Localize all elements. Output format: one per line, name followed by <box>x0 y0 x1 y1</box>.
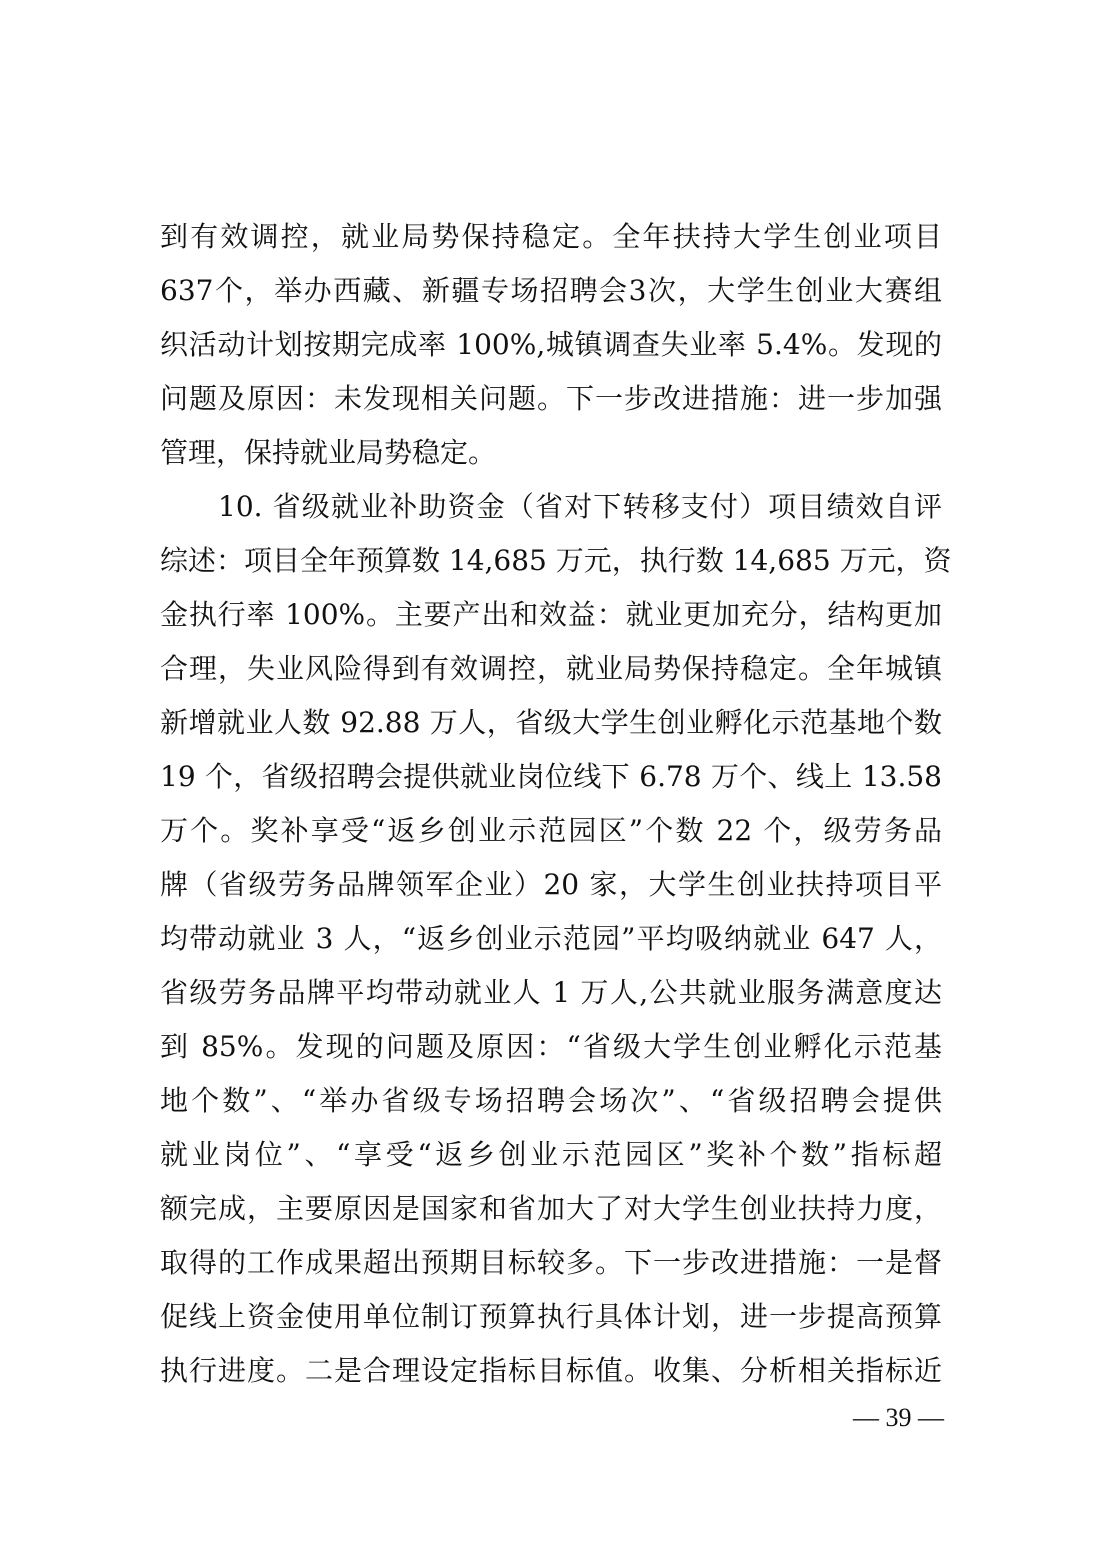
body-text <box>160 210 952 1398</box>
text-line: 到 85%。发现的问题及原因：“省级大学生创业孵化示范基 <box>160 1030 942 1063</box>
text-line: 地个数”、“举办省级专场招聘会场次”、“省级招聘会提供 <box>160 1084 942 1117</box>
text-line: 织活动计划按期完成率 100%,城镇调查失业率 5.4%。发现的 <box>160 328 942 361</box>
paragraph-item9-tail <box>160 210 942 480</box>
page-number: — 39 — <box>853 1403 944 1432</box>
text-line: 就业岗位”、“享受“返乡创业示范园区”奖补个数”指标超 <box>160 1138 942 1171</box>
text-line: 合理，失业风险得到有效调控，就业局势保持稳定。全年城镇 <box>160 652 942 685</box>
text-line: 省级劳务品牌平均带动就业人 1 万人,公共就业服务满意度达 <box>160 976 942 1009</box>
text-line: 637个，举办西藏、新疆专场招聘会3次，大学生创业大赛组 <box>160 274 942 307</box>
text-line: 新增就业人数 92.88 万人，省级大学生创业孵化示范基地个数 <box>160 706 942 739</box>
text-line: 牌（省级劳务品牌领军企业）20 家，大学生创业扶持项目平 <box>160 868 942 901</box>
text-line-heading: 10. 省级就业补助资金（省对下转移支付）项目绩效自评 <box>218 490 942 523</box>
text-line: 取得的工作成果超出预期目标较多。下一步改进措施：一是督 <box>160 1246 942 1279</box>
text-line: 均带动就业 3 人，“返乡创业示范园”平均吸纳就业 647 人， <box>160 922 942 955</box>
paragraph-item10 <box>160 480 952 1398</box>
text-line: 万个。奖补享受“返乡创业示范园区”个数 22 个，级劳务品 <box>160 814 942 847</box>
text-line: 到有效调控，就业局势保持稳定。全年扶持大学生创业项目 <box>160 220 942 253</box>
text-line: 额完成，主要原因是国家和省加大了对大学生创业扶持力度， <box>160 1192 942 1225</box>
text-line: 执行进度。二是合理设定指标目标值。收集、分析相关指标近 <box>160 1354 942 1387</box>
text-line: 促线上资金使用单位制订预算执行具体计划，进一步提高预算 <box>160 1300 942 1333</box>
text-line: 金执行率 100%。主要产出和效益：就业更加充分，结构更加 <box>160 598 942 631</box>
text-line: 19 个，省级招聘会提供就业岗位线下 6.78 万个、线上 13.58 <box>160 760 942 793</box>
text-line: 管理，保持就业局势稳定。 <box>160 436 497 469</box>
text-line: 综述：项目全年预算数 14,685 万元，执行数 14,685 万元，资 <box>160 544 952 577</box>
text-line: 问题及原因：未发现相关问题。下一步改进措施：进一步加强 <box>160 382 942 415</box>
